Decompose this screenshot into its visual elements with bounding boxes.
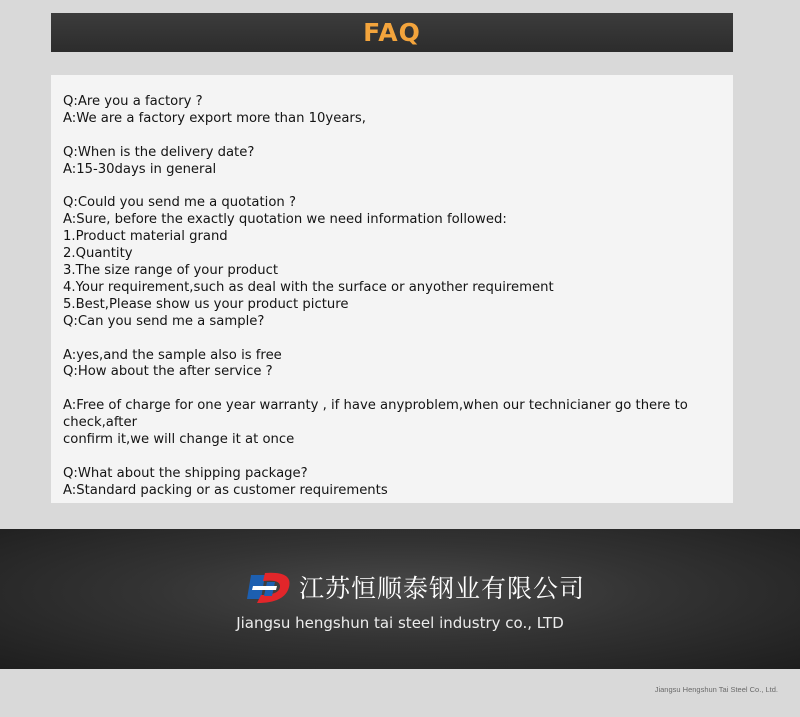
faq-spacer — [63, 381, 725, 398]
company-footer-banner — [0, 529, 800, 669]
faq-answer-line: A:We are a factory export more than 10years, — [63, 110, 366, 126]
company-brand — [247, 569, 585, 605]
faq-title: FAQ — [363, 18, 421, 47]
company-name-chinese: 江苏恒顺泰钢业有限公司 — [299, 574, 586, 603]
faq-spacer — [63, 449, 725, 466]
faq-spacer — [63, 128, 725, 145]
faq-answer-line: 3.The size range of your product — [63, 263, 279, 279]
faq-question: Q:When is the delivery date? — [63, 144, 255, 160]
faq-answer-line: A:Free of charge for one year warranty , if have anyproblem,when our technicianer go there to check,after — [63, 398, 693, 431]
faq-answer-line: A:yes,and the sample also is free — [63, 347, 282, 363]
hs-logo-icon — [247, 569, 295, 605]
faq-spacer — [63, 331, 725, 348]
faq-question: Q:Are you a factory ? — [63, 94, 203, 109]
faq-answer-line: A:Sure, before the exactly quotation we need information followed: — [63, 212, 507, 228]
faq-answer-line: 5.Best,Please show us your product picture — [63, 296, 349, 312]
faq-answer-line: A:15-30days in general — [63, 161, 217, 177]
faq-text-block — [63, 94, 725, 500]
copyright-text: Jiangsu Hengshun Tai Steel Co., Ltd. — [654, 685, 778, 694]
faq-answer-line: 1.Product material grand — [63, 229, 228, 245]
faq-answer-line: confirm it,we will change it at once — [63, 432, 295, 448]
faq-content-panel — [51, 75, 733, 503]
faq-question: Q:Can you send me a sample? — [63, 313, 265, 329]
faq-question: Q:How about the after service ? — [63, 364, 273, 380]
company-name-english: Jiangsu hengshun tai steel industry co., LTD — [236, 614, 564, 632]
faq-answer-line: 4.Your requirement,such as deal with the surface or anyother requirement — [63, 279, 554, 295]
faq-question: Q:What about the shipping package? — [63, 465, 308, 481]
faq-spacer — [63, 179, 725, 196]
faq-answer-line: A:Standard packing or as customer requirements — [63, 482, 388, 498]
faq-question: Q:Could you send me a quotation ? — [63, 195, 296, 211]
faq-header-bar — [51, 13, 733, 52]
faq-answer-line: 2.Quantity — [63, 246, 133, 262]
